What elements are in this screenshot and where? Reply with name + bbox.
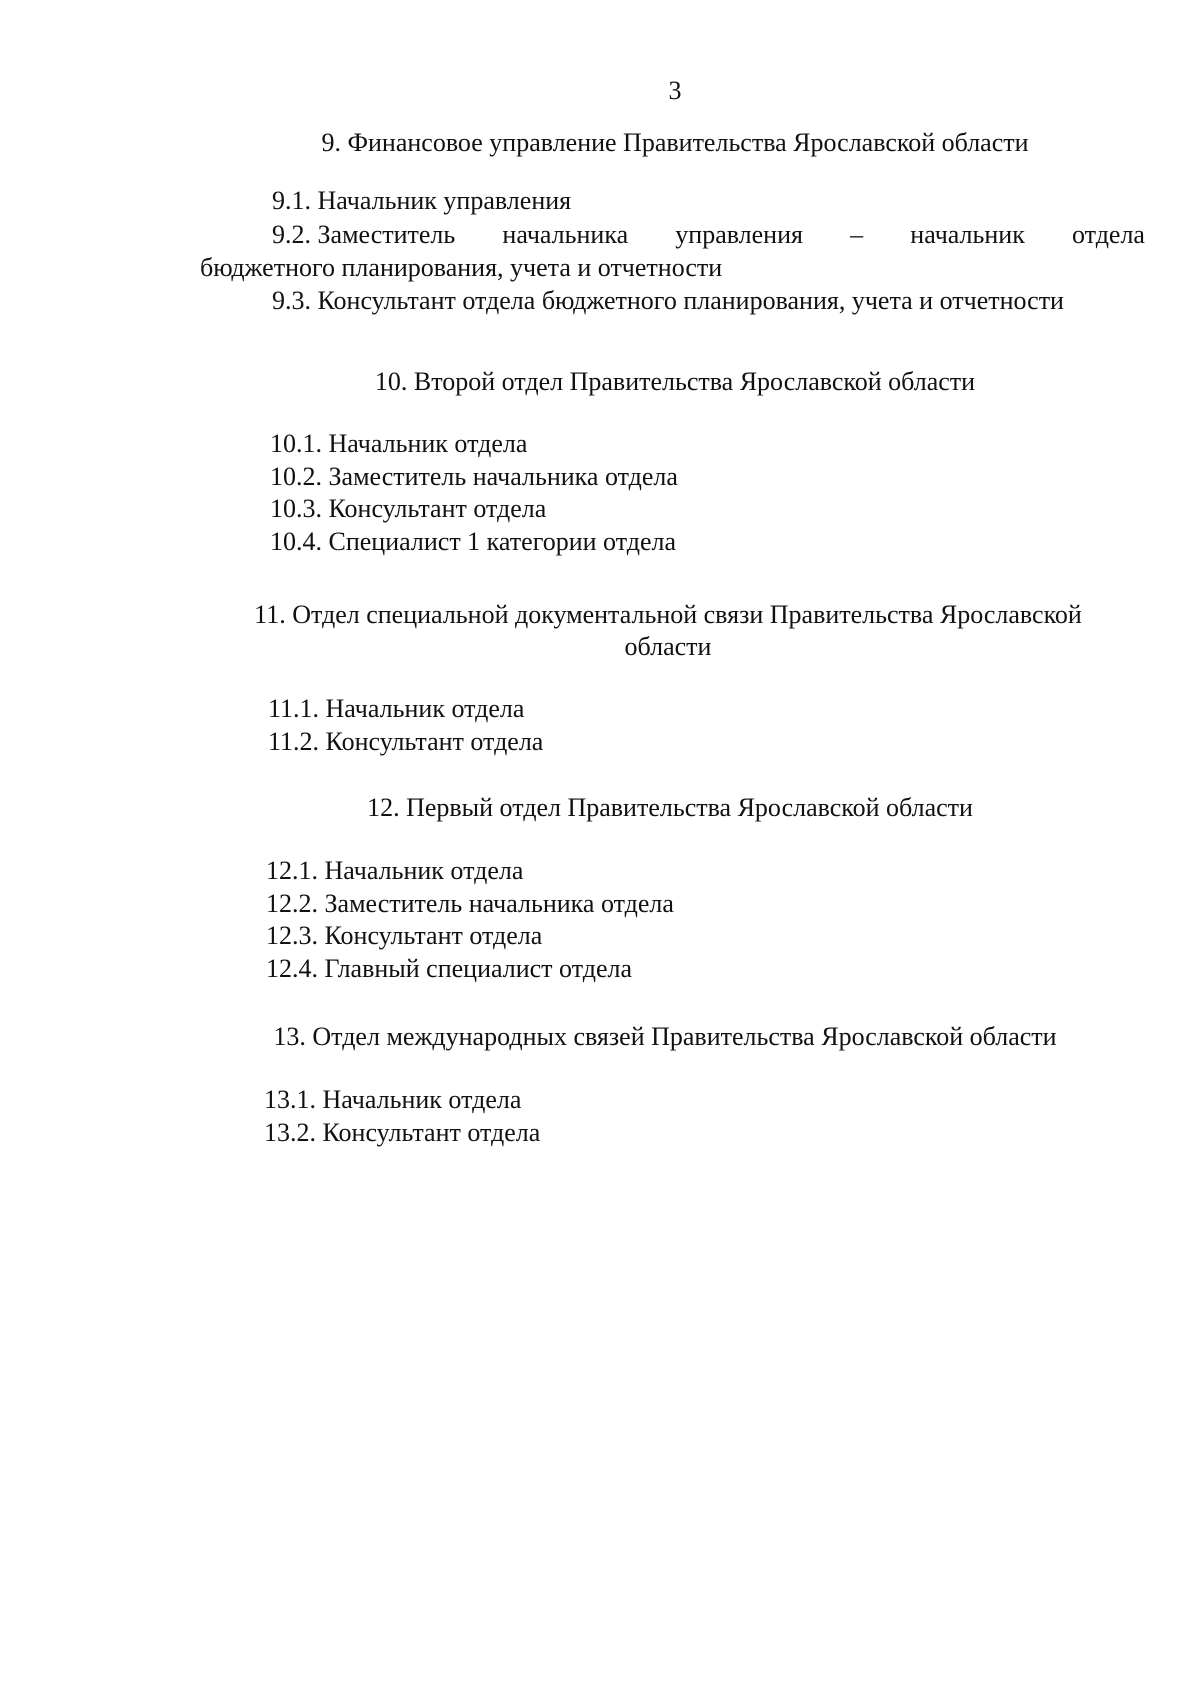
list-item: 10.3. Консультант отдела bbox=[270, 494, 547, 523]
item-9-2 bbox=[200, 219, 1145, 284]
page-number: 3 bbox=[668, 76, 682, 105]
list-item: 10.1. Начальник отдела bbox=[270, 429, 528, 458]
list-item: 13.2. Консультант отдела bbox=[264, 1117, 541, 1147]
word: – bbox=[850, 220, 864, 249]
list-item: 11.1. Начальник отдела bbox=[268, 694, 525, 723]
list-item: 12.3. Консультант отдела bbox=[266, 921, 543, 950]
list-item: 13.1. Начальник отдела bbox=[264, 1085, 522, 1114]
item-list bbox=[270, 428, 678, 558]
section-title: 13. Отдел международных связей Правительства Ярославской области bbox=[273, 1022, 1057, 1051]
list-item: 10.4. Специалист 1 категории отдела bbox=[270, 526, 676, 556]
section-title-line1: 11. Отдел специальной документальной связи Правительства Ярославской bbox=[254, 600, 1082, 629]
list-item: 12.1. Начальник отдела bbox=[266, 856, 524, 885]
list-item: 12.4. Главный специалист отдела bbox=[266, 953, 633, 983]
section-title-line2: области bbox=[624, 632, 712, 661]
word: 9.2. Заместитель bbox=[272, 220, 456, 249]
item-list bbox=[272, 185, 571, 218]
section-title: 9. Финансовое управление Правительства Ярославской области bbox=[321, 128, 1029, 157]
word: отдела bbox=[1072, 220, 1145, 249]
word: начальника bbox=[502, 220, 629, 249]
item-list bbox=[272, 285, 1064, 318]
section-title: 10. Второй отдел Правительства Ярославской области bbox=[374, 367, 976, 396]
word: начальник bbox=[910, 220, 1025, 249]
list-item: 9.1. Начальник управления bbox=[272, 186, 572, 215]
item-list bbox=[264, 1084, 540, 1149]
item-list bbox=[268, 693, 543, 758]
list-item: 11.2. Консультант отдела bbox=[268, 726, 544, 756]
list-item: 9.3. Консультант отдела бюджетного планирования, учета и отчетности bbox=[272, 286, 1064, 315]
justified-line bbox=[200, 219, 1145, 252]
item-list bbox=[266, 855, 674, 985]
word: управления bbox=[675, 220, 803, 249]
list-item: 10.2. Заместитель начальника отдела bbox=[270, 461, 678, 491]
section-title: 12. Первый отдел Правительства Ярославской области bbox=[367, 793, 973, 822]
list-item: 12.2. Заместитель начальника отдела bbox=[266, 888, 674, 918]
continuation-line: бюджетного планирования, учета и отчетности bbox=[200, 252, 723, 282]
